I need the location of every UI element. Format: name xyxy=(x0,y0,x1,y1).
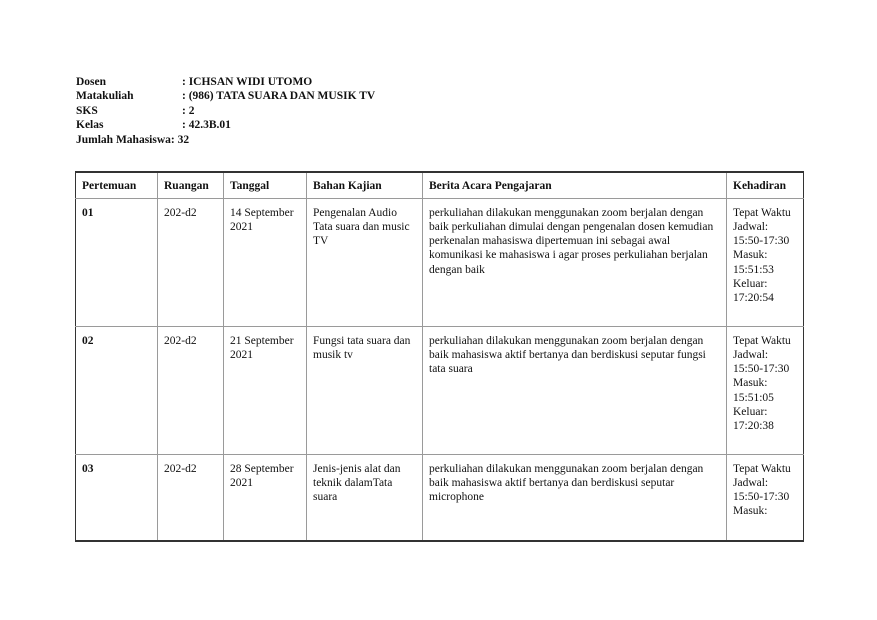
kehadiran-keluar: Keluar: 17:20:38 xyxy=(733,405,774,433)
info-row-sks xyxy=(76,104,375,118)
berita-acara-cell: perkuliahan dilakukan menggunakan zoom berjalan dengan baik mahasiswa aktif bertanya dan berdiskusi seputar microphone xyxy=(423,454,727,541)
header-kehadiran: Kehadiran xyxy=(727,172,804,198)
matakuliah-label: Matakuliah xyxy=(76,90,134,103)
header-tanggal: Tanggal xyxy=(224,172,307,198)
kehadiran-status: Tepat Waktu xyxy=(733,206,791,219)
kehadiran-status: Tepat Waktu xyxy=(733,334,791,347)
tanggal-cell: 14 September 2021 xyxy=(224,198,307,326)
dosen-value: : ICHSAN WIDI UTOMO xyxy=(182,76,313,88)
attendance-table xyxy=(75,171,804,542)
ruangan-cell: 202-d2 xyxy=(158,198,224,326)
bahan-kajian-cell: Jenis-jenis alat dan teknik dalamTata suara xyxy=(307,454,423,541)
pertemuan-cell: 02 xyxy=(76,326,158,454)
table-header-row xyxy=(76,172,804,198)
bahan-kajian-cell: Pengenalan Audio Tata suara dan music TV xyxy=(307,198,423,326)
table-row xyxy=(76,454,804,541)
table-row xyxy=(76,326,804,454)
header-berita-acara: Berita Acara Pengajaran xyxy=(423,172,727,198)
kehadiran-status: Tepat Waktu xyxy=(733,462,791,475)
table-row xyxy=(76,198,804,326)
kehadiran-masuk: Masuk: 15:51:05 xyxy=(733,377,774,404)
sks-value: : 2 xyxy=(182,104,195,117)
info-row-kelas xyxy=(76,118,375,132)
kehadiran-cell xyxy=(727,326,804,454)
kehadiran-cell xyxy=(727,454,804,541)
berita-acara-cell: perkuliahan dilakukan menggunakan zoom berjalan dengan baik mahasiswa aktif bertanya dan berdiskusi seputar fungsi tata suara xyxy=(423,326,727,454)
ruangan-cell: 202-d2 xyxy=(158,454,224,541)
tanggal-cell: 21 September 2021 xyxy=(224,326,307,454)
berita-acara-cell: perkuliahan dilakukan menggunakan zoom berjalan dengan baik perkuliahan dimulai dengan pengenalan dosen kemudian perkenalan mahasiswa dipertemuan ini sebagai awal komunikasi ke mahasiswa i agar proses perkuliahan berjalan dengan baik xyxy=(423,198,727,326)
ruangan-cell: 202-d2 xyxy=(158,326,224,454)
tanggal-cell: 28 September 2021 xyxy=(224,454,307,541)
kehadiran-masuk: Masuk: 15:51:53 xyxy=(733,249,774,276)
info-row-jumlah xyxy=(76,133,375,147)
header-bahan-kajian: Bahan Kajian xyxy=(307,172,423,198)
course-info xyxy=(76,75,375,147)
jumlah-label: Jumlah Mahasiswa xyxy=(76,133,171,146)
header-pertemuan: Pertemuan xyxy=(76,172,158,198)
header-ruangan: Ruangan xyxy=(158,172,224,198)
kehadiran-jadwal: Jadwal: 15:50-17:30 xyxy=(733,476,790,504)
info-row-matakuliah xyxy=(76,89,375,103)
jumlah-value: : 32 xyxy=(170,133,190,146)
kehadiran-jadwal: Jadwal: 15:50-17:30 xyxy=(733,220,790,248)
kehadiran-masuk: Masuk: xyxy=(733,505,768,518)
sks-label: SKS xyxy=(76,104,98,117)
kehadiran-jadwal: Jadwal: 15:50-17:30 xyxy=(733,348,790,376)
kelas-label: Kelas xyxy=(76,119,104,132)
pertemuan-cell: 01 xyxy=(76,198,158,326)
kehadiran-cell xyxy=(727,198,804,326)
pertemuan-cell: 03 xyxy=(76,454,158,541)
kelas-value: : 42.3B.01 xyxy=(182,119,231,132)
dosen-label: Dosen xyxy=(76,76,107,88)
bahan-kajian-cell: Fungsi tata suara dan musik tv xyxy=(307,326,423,454)
matakuliah-value: : (986) TATA SUARA DAN MUSIK TV xyxy=(182,90,376,103)
kehadiran-keluar: Keluar: 17:20:54 xyxy=(733,277,774,305)
info-row-dosen xyxy=(76,75,375,89)
